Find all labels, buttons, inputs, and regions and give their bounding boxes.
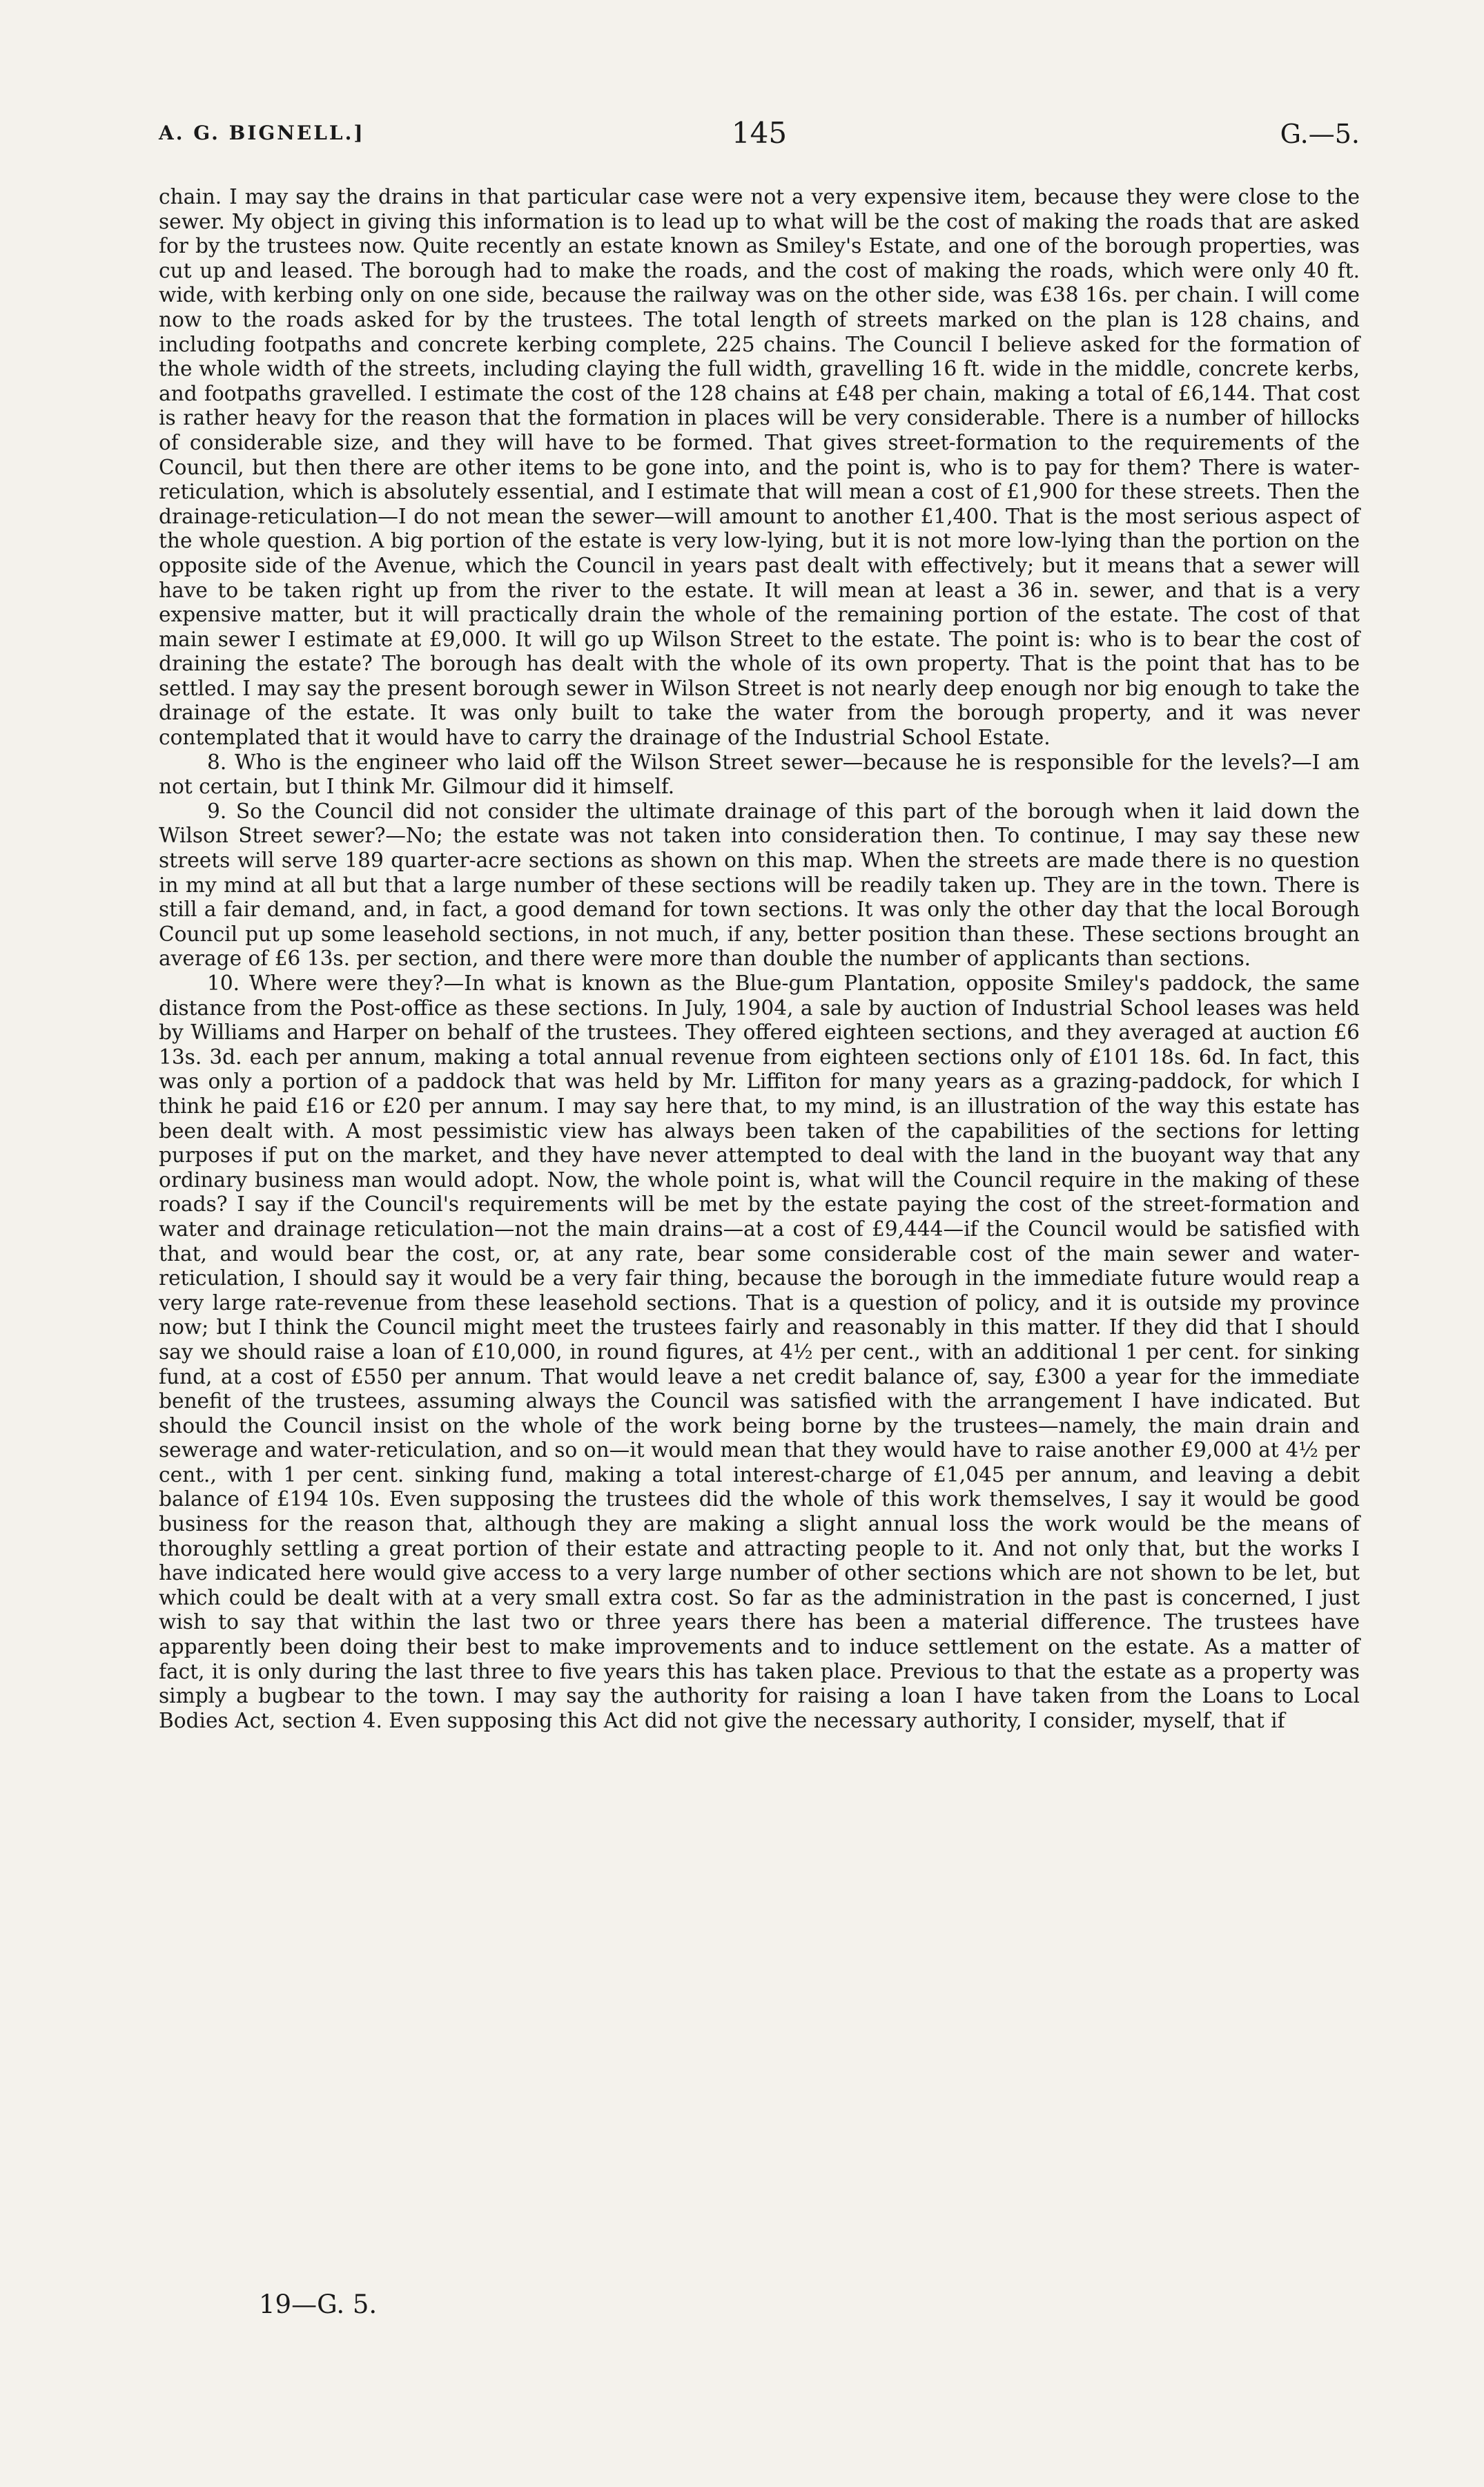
witness-name: A. G. BIGNELL.] [159, 122, 365, 144]
document-reference: G.—5. [1280, 119, 1360, 149]
page-header [159, 116, 1360, 157]
paragraph-question-8: 8. Who is the engineer who laid off the Wilson Street sewer—because he is responsible for the levels?—I am not certain, but I think Mr. Gilmour did it himself. [159, 750, 1360, 799]
page-number: 145 [731, 116, 788, 150]
paragraph-question-9: 9. So the Council did not consider the ultimate drainage of this part of the borough when it laid down the Wilson Street sewer?—No; the estate was not taken into consideration then. To continue, I may say these new streets will serve 189 quarter-acre sections as shown on this map. When the streets are made there is no question in my mind at all but that a large number of these sections will be readily taken up. They are in the town. There is still a fair demand, and, in fact, a good demand for town sections. It was only the other day that the local Borough Council put up some leasehold sections, in not much, if any, better position than these. These sections brought an average of £6 13s. per section, and there were more than double the number of applicants than sections. [159, 799, 1360, 971]
body-text [159, 185, 1360, 1733]
printer-signature: 19—G. 5. [259, 2290, 378, 2319]
paragraph-question-10: 10. Where were they?—In what is known as the Blue-gum Plantation, opposite Smiley's paddock, the same distance from the Post-office as these sections. In July, 1904, a sale by auction of Industrial School leases was held by Williams and Harper on behalf of the trustees. They offered eighteen sections, and they averaged at auction £6 13s. 3d. each per annum, making a total annual revenue from eighteen sections only of £101 18s. 6d. In fact, this was only a portion of a paddock that was held by Mr. Liffiton for many years as a grazing-paddock, for which I think he paid £16 or £20 per annum. I may say here that, to my mind, is an illustration of the way this estate has been dealt with. A most pessimistic view has always been taken of the capabilities of the sections for letting purposes if put on the market, and they have never attempted to deal with the land in the buoyant way that any ordinary business man would adopt. Now, the whole point is, what will the Council require in the making of these roads? I say if the Council's requirements will be met by the estate paying the cost of the street-formation and water and drainage reticulation—not the main drains—at a cost of £9,444—if the Council would be satisfied with that, and would bear the cost, or, at any rate, bear some considerable cost of the main sewer and water-reticulation, I should say it would be a very fair thing, because the borough in the immediate future would reap a very large rate-revenue from these leasehold sections. That is a question of policy, and it is outside my province now; but I think the Council might meet the trustees fairly and reasonably in this matter. If they did that I should say we should raise a loan of £10,000, in round figures, at 4½ per cent., with an additional 1 per cent. for sinking fund, at a cost of £550 per annum. That would leave a net credit balance of, say, £300 a year for the immediate benefit of the trustees, assuming always the Council was satisfied with the arrangement I have indicated. But should the Council insist on the whole of the work being borne by the trustees—namely, the main drain and sewerage and water-reticulation, and so on—it would mean that they would have to raise another £9,000 at 4½ per cent., with 1 per cent. sinking fund, making a total interest-charge of £1,045 per annum, and leaving a debit balance of £194 10s. Even supposing the trustees did the whole of this work themselves, I say it would be good business for the reason that, although they are making a slight annual loss the work would be the means of thoroughly settling a great portion of their estate and attracting people to it. And not only that, but the works I have indicated here would give access to a very large number of other sections which are not shown to be let, but which could be dealt with at a very small extra cost. So far as the administration in the past is concerned, I just wish to say that within the last two or three years there has been a material difference. The trustees have apparently been doing their best to make improvements and to induce settlement on the estate. As a matter of fact, it is only during the last three to five years this has taken place. Previous to that the estate as a property was simply a bugbear to the town. I may say the authority for raising a loan I have taken from the Loans to Local Bodies Act, section 4. Even supposing this Act did not give the necessary authority, I consider, myself, that if [159, 971, 1360, 1732]
paragraph-continuation: chain. I may say the drains in that particular case were not a very expensive item, because they were close to the sewer. My object in giving this information is to lead up to what will be the cost of making the roads that are asked for by the trustees now. Quite recently an estate known as Smiley's Estate, and one of the borough properties, was cut up and leased. The borough had to make the roads, and the cost of making the roads, which were only 40 ft. wide, with kerbing only on one side, because the railway was on the other side, was £38 16s. per chain. I will come now to the roads asked for by the trustees. The total length of streets marked on the plan is 128 chains, and including footpaths and concrete kerbing complete, 225 chains. The Council I believe asked for the formation of the whole width of the streets, including claying the full width, gravelling 16 ft. wide in the middle, concrete kerbs, and footpaths gravelled. I estimate the cost of the 128 chains at £48 per chain, making a total of £6,144. That cost is rather heavy for the reason that the formation in places will be very considerable. There is a number of hillocks of considerable size, and they will have to be formed. That gives street-formation to the requirements of the Council, but then there are other items to be gone into, and the point is, who is to pay for them? There is water-reticulation, which is absolutely essential, and I estimate that will mean a cost of £1,900 for these streets. Then the drainage-reticulation—I do not mean the sewer—will amount to another £1,400. That is the most serious aspect of the whole question. A big portion of the estate is very low-lying, but it is not more low-lying than the portion on the opposite side of the Avenue, which the Council in years past dealt with effectively; but it means that a sewer will have to be taken right up from the river to the estate. It will mean at least a 36 in. sewer, and that is a very expensive matter, but it will practically drain the whole of the remaining portion of the estate. The cost of that main sewer I estimate at £9,000. It will go up Wilson Street to the estate. The point is: who is to bear the cost of draining the estate? The borough has dealt with the whole of its own property. That is the point that has to be settled. I may say the present borough sewer in Wilson Street is not nearly deep enough nor big enough to take the drainage of the estate. It was only built to take the water from the borough property, and it was never contemplated that it would have to carry the drainage of the Industrial School Estate. [159, 185, 1360, 750]
